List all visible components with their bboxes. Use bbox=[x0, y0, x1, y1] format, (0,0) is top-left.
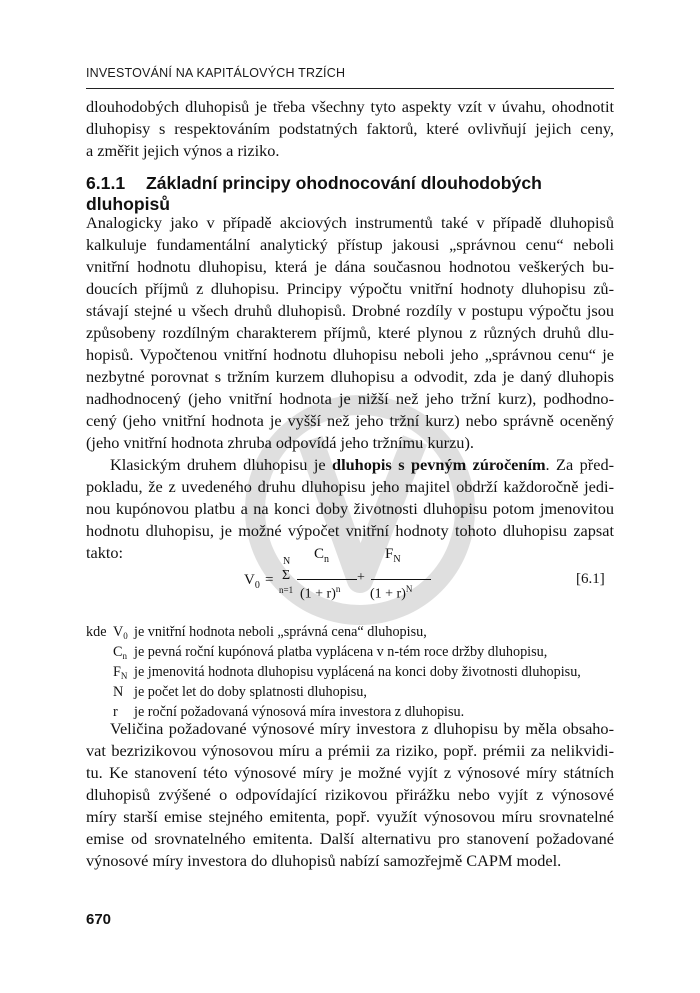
text-line bbox=[110, 454, 614, 476]
legend-definition: je pevná roční kupónová platba vyplácena v n-tém roce držby dluhopisu, bbox=[134, 644, 548, 660]
legend-definition: je jmenovitá hodnota dluhopisu vyplácená na konci doby životnosti dluhopisu, bbox=[134, 664, 581, 680]
header-rule bbox=[86, 88, 614, 89]
legend-symbol: $F_N$ bbox=[113, 664, 128, 681]
text-line: (jeho vnitřní hodnota zhruba odpovídá jeho tržnímu kurzu). bbox=[86, 433, 474, 452]
text-line: míry starší emise stejného emitenta, popř. využít výnosovou míru srovnatelné bbox=[86, 807, 614, 826]
page-number: 670 bbox=[86, 911, 112, 928]
legend-row bbox=[86, 622, 614, 642]
text-line: Veličina požadované výnosové míry investora z dluhopisu by měla obsaho- bbox=[110, 719, 614, 738]
equation-number: [6.1] bbox=[576, 571, 605, 587]
text-line: Analogicky jako v případě akciových instrumentů také v případě dluhopisů bbox=[86, 213, 614, 232]
text-line: nou kupónovou platbu a na konci doby životnosti dluhopisu potom jmenovitou bbox=[86, 499, 614, 518]
text-line: kalkuluje fundamentální analytický přístup jakousi „správnou cenu“ neboli bbox=[86, 235, 614, 254]
formula-sum-upper: N bbox=[283, 556, 291, 567]
formula-lhs: $V_0$ bbox=[244, 572, 260, 591]
text-line: emise od srovnatelného emitenta. Další alternativu pro stanovení požadované bbox=[86, 829, 614, 848]
text-line: dluhopisy s respektováním podstatných faktorů, které ovlivňují jejich ceny, bbox=[86, 119, 614, 138]
text-line: nezbytné porovnat s tržním kurzem dluhopisu a odvodit, zda je daný dluhopis bbox=[86, 367, 614, 386]
text-line: doucích příjmů z dluhopisu. Principy výpočtu vnitřní hodnoty dluhopisu zů- bbox=[86, 279, 614, 298]
fraction-bar bbox=[371, 579, 431, 580]
text-line: tu. Ke stanovení této výnosové míry je možné vyjít z výnosové míry státních bbox=[86, 763, 614, 782]
formula-numerator-2: $F_N$ bbox=[385, 546, 401, 565]
formula-sum-lower: n=1 bbox=[279, 585, 294, 595]
text-line: vat bezrizikovou výnosovou míru a prémii za riziko, popř. prémii za nelikvidi- bbox=[86, 741, 614, 760]
text-line: hopisů. Vypočtenou vnitřní hodnotu dluhopisu neboli jeho „správnou cenu“ je bbox=[86, 345, 614, 364]
legend-row bbox=[86, 642, 614, 662]
section-title: Základní principy ohodnocování dlouhodobých dluhopisů bbox=[86, 173, 542, 214]
legend-row bbox=[86, 682, 614, 702]
text-line: cený (jeho vnitřní hodnota je vyšší než jeho tržní kurz) nebo správně oceněný bbox=[86, 411, 614, 430]
text-line: a změřit jejich výnos a riziko. bbox=[86, 141, 280, 160]
legend-symbol: $V_0$ bbox=[113, 624, 128, 641]
text-line: dluhopisů zvýšené o odpovídající rizikovou přirážku nebo vyjít z výnosové bbox=[86, 785, 614, 804]
formula-denominator-2: $(1 + r)^N$ bbox=[370, 584, 413, 602]
text-line: výnosové míry investora do dluhopisů nabízí samozřejmě CAPM model. bbox=[86, 851, 562, 870]
formula-numerator-1: $C_n$ bbox=[314, 546, 330, 565]
text-line: dlouhodobých dluhopisů je třeba všechny tyto aspekty vzít v úvahu, ohodnotit bbox=[86, 97, 614, 116]
text-line: hodnotu dluhopisu, je možné výpočet vnitřní hodnoty tohoto dluhopisu zapsat bbox=[86, 521, 614, 540]
legend-definition: je vnitřní hodnota neboli „správná cena“ dluhopisu, bbox=[134, 624, 427, 640]
formula-denominator-1: $(1 + r)^n$ bbox=[300, 584, 341, 602]
formula-6-1 bbox=[0, 542, 700, 612]
emphasis-term: dluhopis s pevným zúročením bbox=[332, 455, 546, 474]
text-line: pokladu, že z uvedeného druhu dluhopisu jeho majitel obdrží každoročně jedi- bbox=[86, 477, 614, 496]
section-number: 6.1.1 bbox=[86, 173, 126, 193]
formula-plus: + bbox=[357, 570, 365, 585]
legend-definition: je počet let do doby splatnosti dluhopisu, bbox=[134, 684, 367, 700]
legend-kde: kde bbox=[86, 624, 107, 640]
running-header: INVESTOVÁNÍ NA KAPITÁLOVÝCH TRZÍCH bbox=[86, 66, 346, 80]
text-line: takto: bbox=[86, 543, 124, 562]
section-heading bbox=[86, 173, 614, 215]
text-line: vnitřní hodnotu dluhopisu, která je dána současnou hodnotou veškerých bu- bbox=[86, 257, 614, 276]
text-line: nadhodnocený (jeho vnitřní hodnota je nižší než jeho tržní kurz), podhodno- bbox=[86, 389, 614, 408]
fraction-bar bbox=[297, 579, 357, 580]
legend-symbol: $C_n$ bbox=[113, 644, 127, 661]
text-run: . Za před- bbox=[545, 455, 615, 474]
text-run: Klasickým druhem dluhopisu je bbox=[110, 455, 333, 474]
legend-definition: je roční požadovaná výnosová míra investora z dluhopisu. bbox=[134, 704, 465, 720]
formula-sum-symbol: Σ bbox=[282, 568, 291, 583]
legend-symbol: r bbox=[113, 704, 118, 720]
legend-row bbox=[86, 662, 614, 682]
formula-equals: = bbox=[265, 572, 274, 588]
text-line: stávají stejné u všech druhů dluhopisů. Drobné rozdíly v postupu výpočtu jsou bbox=[86, 301, 614, 320]
legend-symbol: N bbox=[113, 684, 124, 700]
text-line: způsobeny rozdílným charakterem příjmů, které plynou z různých druhů dlu- bbox=[86, 323, 614, 342]
